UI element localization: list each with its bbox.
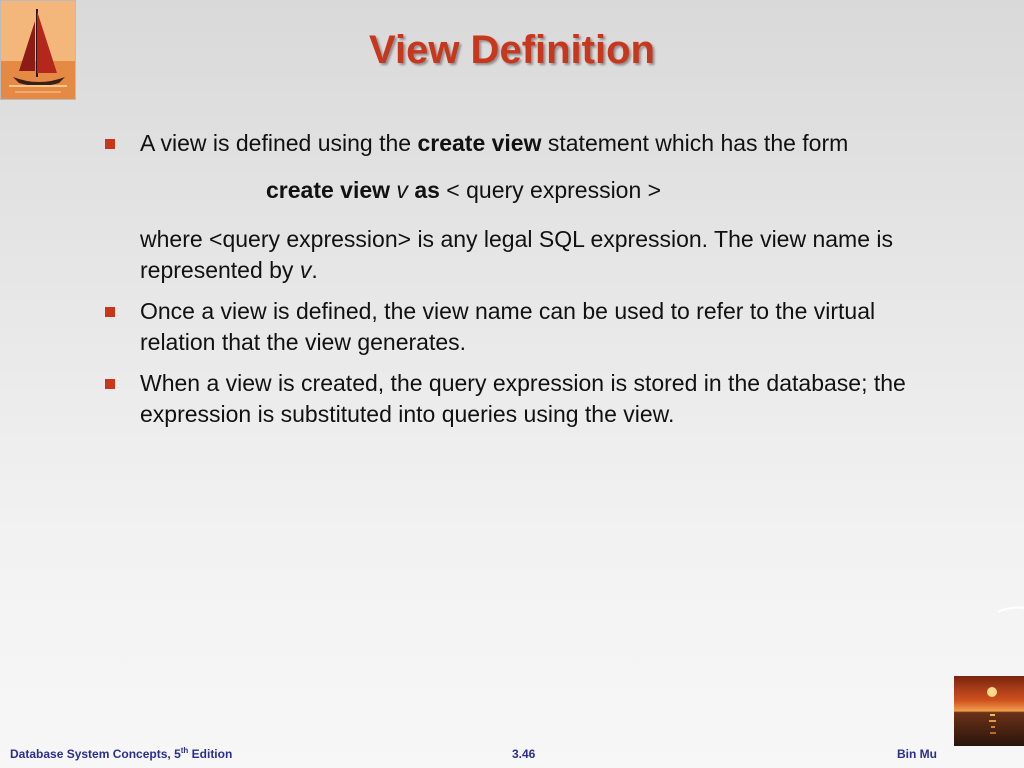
square-bullet-icon (105, 139, 115, 149)
where-paragraph (100, 224, 920, 286)
footer-course-end: Edition (188, 747, 233, 761)
where-variable: v (299, 257, 312, 283)
square-bullet-icon (105, 379, 115, 389)
footer-course-main: Database System Concepts, 5 (10, 747, 181, 761)
bullet-text-suffix: statement which has the form (541, 130, 849, 156)
bullet-item-3 (100, 368, 920, 430)
bullet-item-1 (100, 128, 920, 159)
syntax-rest: < query expression > (446, 177, 662, 203)
bullet-text: When a view is created, the query expression is stored in the database; the expression is substituted into queries using the view. (140, 370, 906, 427)
decorative-curve-icon (998, 606, 1024, 614)
bullet-text-bold: create view (417, 130, 542, 156)
bullet-text: Once a view is defined, the view name can be used to refer to the virtual relation that the view generates. (140, 298, 876, 355)
footer-author: Bin Mu (897, 747, 937, 761)
square-bullet-icon (105, 307, 115, 317)
sunset-image (954, 676, 1024, 746)
where-text: where <query expression> is any legal SQL expression. The view name is represented by (140, 226, 894, 283)
syntax-variable: v (396, 177, 408, 203)
footer-course-sup: th (180, 746, 189, 755)
slide-title: View Definition (369, 28, 655, 72)
syntax-line (100, 175, 920, 206)
footer-course-title (10, 747, 232, 763)
slide-content (100, 128, 920, 440)
bullet-text-prefix: A view is defined using the (140, 130, 418, 156)
bullet-item-2 (100, 296, 920, 358)
syntax-keyword-as: as (414, 177, 440, 203)
slide-number: 3.46 (512, 747, 536, 761)
where-end: . (311, 257, 318, 283)
syntax-keyword-create-view: create view (266, 177, 391, 203)
